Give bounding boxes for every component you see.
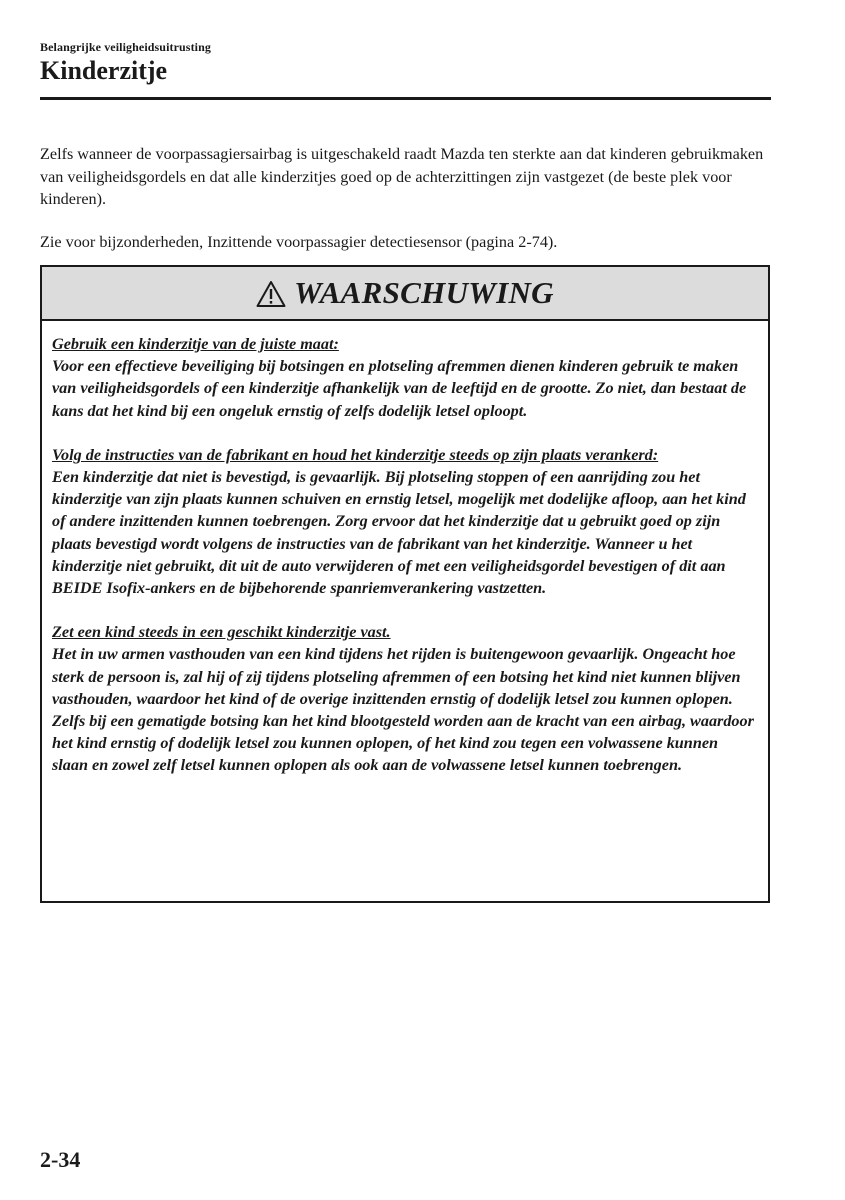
- warning-block-heading: Zet een kind steeds in een geschikt kinderzitje vast.: [52, 623, 391, 642]
- intro-paragraph-2: Zie voor bijzonderheden, Inzittende voorpassagier detectiesensor (pagina 2-74).: [40, 233, 558, 251]
- page-number: 2-34: [40, 1147, 81, 1172]
- warning-block-3: [52, 621, 758, 776]
- warning-triangle-icon: [256, 280, 286, 308]
- warning-box: [40, 265, 770, 903]
- warning-header: [42, 267, 768, 321]
- warning-block-2: [52, 444, 758, 599]
- warning-block-heading: Volg de instructies van de fabrikant en houd het kinderzitje steeds op zijn plaats verankerd:: [52, 445, 659, 464]
- warning-block-1: [52, 333, 758, 422]
- page-title: Kinderzitje: [40, 56, 168, 85]
- title-divider: [40, 97, 771, 100]
- warning-block-text: Voor een effectieve beveiliging bij botsingen en plotseling afremmen dienen kinderen gebruik te maken van veiligheidsgordels of een kinderzitje afhankelijk van de leeftijd en de grootte. Zo niet, dan bestaat de kans dat het kind bij een ongeluk ernstig of zelfs dodelijk letsel oploopt.: [52, 357, 747, 420]
- warning-block-text: Het in uw armen vasthouden van een kind tijdens het rijden is buitengewoon gevaarlijk. Ongeacht hoe sterk de persoon is, zal hij of zij tijdens plotseling afremmen of een botsing het kind niet kunnen blijven vasthouden, waardoor het kind of de overige inzittenden ernstig of dodelijk letsel zou kunnen oplopen. Zelfs bij een gematigde botsing kan het kind blootgesteld worden aan de kracht van een airbag, waardoor het kind ernstig of dodelijk letsel zou kunnen oplopen, of het kind zou tegen een volwassene kunnen slaan en zowel zelf letsel kunnen oplopen als ook aan de volwassene letsel kunnen toebrengen.: [52, 645, 754, 775]
- warning-block-text: Een kinderzitje dat niet is bevestigd, is gevaarlijk. Bij plotseling stoppen of een aanrijding zou het kinderzitje van zijn plaats kunnen schuiven en ernstig letsel, mogelijk met dodelijke afloop, aan het kind of andere inzittenden kunnen toebrengen. Zorg ervoor dat het kinderzitje dat u gebruikt goed op zijn plaats bevestigd wordt volgens de instructies van de fabrikant van het kinderzitje. Wanneer u het kinderzitje niet gebruikt, dit uit de auto verwijderen of met een veiligheidsgordel bevestigen of dit aan BEIDE Isofix-ankers en de bijbehorende spanriemverankering vastzetten.: [52, 468, 746, 598]
- section-label: Belangrijke veiligheidsuitrusting: [40, 40, 211, 54]
- warning-title: WAARSCHUWING: [294, 275, 554, 310]
- warning-block-heading: Gebruik een kinderzitje van de juiste maat:: [52, 335, 339, 353]
- warning-content: [42, 321, 768, 777]
- intro-paragraph-1: Zelfs wanneer de voorpassagiersairbag is uitgeschakeld raadt Mazda ten sterkte aan dat kinderen gebruikmaken van veiligheidsgordels en dat alle kinderzitjes goed op de achterzittingen zijn vastgezet (de beste plek voor kinderen).: [40, 145, 764, 208]
